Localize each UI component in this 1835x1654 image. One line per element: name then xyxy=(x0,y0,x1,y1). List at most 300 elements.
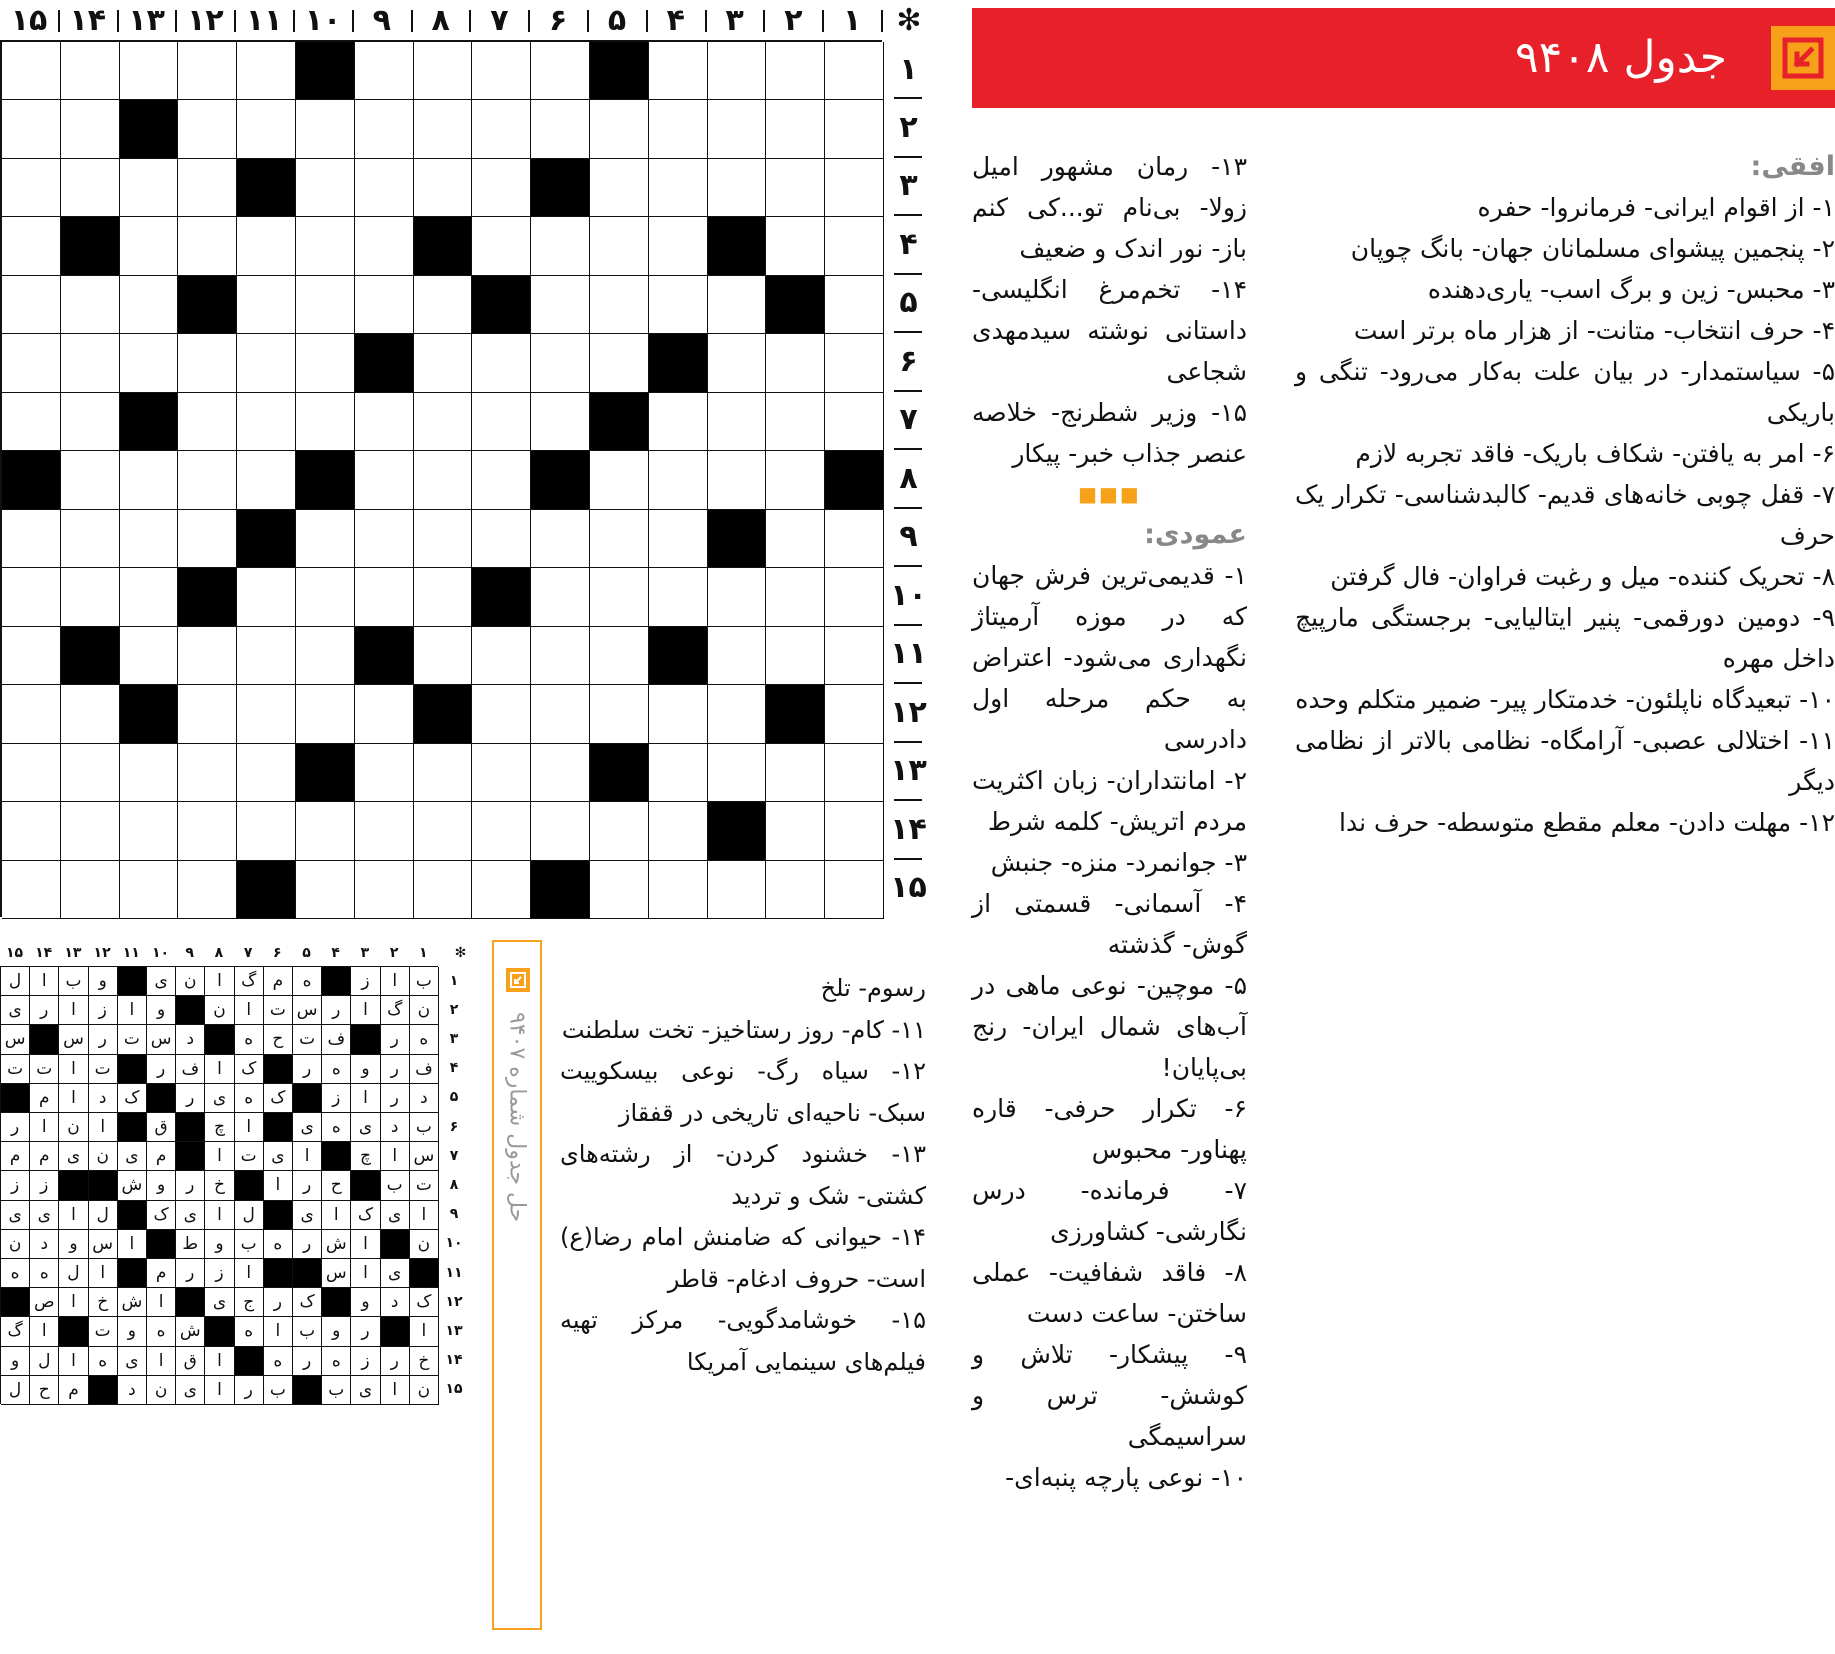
grid-block-cell xyxy=(355,627,414,685)
grid-empty-cell[interactable] xyxy=(120,627,179,685)
grid-empty-cell[interactable] xyxy=(472,393,531,451)
grid-empty-cell[interactable] xyxy=(178,451,237,509)
grid-empty-cell[interactable] xyxy=(296,802,355,860)
grid-empty-cell[interactable] xyxy=(414,42,473,100)
grid-empty-cell[interactable] xyxy=(825,685,884,743)
grid-empty-cell[interactable] xyxy=(120,42,179,100)
grid-empty-cell[interactable] xyxy=(649,744,708,802)
grid-empty-cell[interactable] xyxy=(120,334,179,392)
solution-block-cell xyxy=(235,1171,264,1200)
grid-empty-cell[interactable] xyxy=(766,802,825,860)
grid-empty-cell[interactable] xyxy=(414,802,473,860)
grid-empty-cell[interactable] xyxy=(472,744,531,802)
grid-empty-cell[interactable] xyxy=(708,744,767,802)
solution-letter-cell: ن xyxy=(89,1142,118,1171)
solution-row-numbers xyxy=(438,966,470,1404)
grid-empty-cell[interactable] xyxy=(178,685,237,743)
clue-item: ۱۰- تبعیدگاه ناپلئون- خدمتکار پیر- ضمیر متکلم وحده xyxy=(1295,685,1835,714)
grid-empty-cell[interactable] xyxy=(825,393,884,451)
grid-empty-cell[interactable] xyxy=(649,393,708,451)
solution-letter-cell: س xyxy=(410,1142,439,1171)
solution-block-cell xyxy=(235,1347,264,1376)
solution-letter-cell: ک xyxy=(351,1201,380,1230)
grid-empty-cell[interactable] xyxy=(414,744,473,802)
clue-item: ۱۴- حیوانی که ضامنش امام رضا(ع) است- حروف ادغام- قاطر xyxy=(560,1223,926,1293)
grid-empty-cell[interactable] xyxy=(708,276,767,334)
grid-empty-cell[interactable] xyxy=(2,802,61,860)
grid-empty-cell[interactable] xyxy=(2,861,61,919)
solution-letter-cell: ا xyxy=(351,996,380,1025)
grid-empty-cell[interactable] xyxy=(590,802,649,860)
grid-empty-cell[interactable] xyxy=(414,159,473,217)
solution-column-number: ۱۴ xyxy=(35,945,53,961)
grid-empty-cell[interactable] xyxy=(2,100,61,158)
grid-empty-cell[interactable] xyxy=(178,744,237,802)
solution-letter-cell: م xyxy=(30,1142,59,1171)
grid-empty-cell[interactable] xyxy=(590,217,649,275)
grid-empty-cell[interactable] xyxy=(708,42,767,100)
solution-letter-cell: ا xyxy=(235,1113,264,1142)
solution-grid xyxy=(0,966,438,1404)
grid-empty-cell[interactable] xyxy=(531,568,590,626)
grid-empty-cell[interactable] xyxy=(355,568,414,626)
clue-item: ۱۲- سیاه رگ- نوعی بیسکوییت سبک- ناحیه‌ای تاریخی در قفقاز xyxy=(560,1057,926,1127)
solution-letter-cell: ی xyxy=(205,1288,234,1317)
grid-empty-cell[interactable] xyxy=(120,568,179,626)
grid-block-cell xyxy=(414,217,473,275)
grid-empty-cell[interactable] xyxy=(414,510,473,568)
row-number: ۱۱ xyxy=(890,636,927,672)
grid-empty-cell[interactable] xyxy=(355,744,414,802)
grid-empty-cell[interactable] xyxy=(708,159,767,217)
grid-empty-cell[interactable] xyxy=(649,861,708,919)
grid-empty-cell[interactable] xyxy=(590,627,649,685)
grid-empty-cell[interactable] xyxy=(531,276,590,334)
grid-empty-cell[interactable] xyxy=(590,334,649,392)
column-separator xyxy=(469,10,471,32)
grid-empty-cell[interactable] xyxy=(766,334,825,392)
grid-empty-cell[interactable] xyxy=(531,685,590,743)
grid-empty-cell[interactable] xyxy=(531,100,590,158)
grid-block-cell xyxy=(296,451,355,509)
grid-empty-cell[interactable] xyxy=(825,627,884,685)
grid-empty-cell[interactable] xyxy=(296,276,355,334)
solution-block-cell xyxy=(264,1113,293,1142)
grid-empty-cell[interactable] xyxy=(708,568,767,626)
grid-empty-cell[interactable] xyxy=(649,42,708,100)
grid-empty-cell[interactable] xyxy=(178,802,237,860)
grid-empty-cell[interactable] xyxy=(120,451,179,509)
solution-letter-cell: و xyxy=(118,1317,147,1346)
grid-empty-cell[interactable] xyxy=(825,159,884,217)
grid-empty-cell[interactable] xyxy=(355,217,414,275)
grid-empty-cell[interactable] xyxy=(178,861,237,919)
solution-letter-cell: ا xyxy=(351,1230,380,1259)
solution-letter-cell: ک xyxy=(147,1201,176,1230)
grid-empty-cell[interactable] xyxy=(708,334,767,392)
section-divider-dots: ■■■ xyxy=(1078,482,1141,506)
grid-empty-cell[interactable] xyxy=(708,685,767,743)
grid-empty-cell[interactable] xyxy=(178,393,237,451)
solution-letter-cell: ی xyxy=(351,1376,380,1405)
grid-empty-cell[interactable] xyxy=(531,217,590,275)
solution-letter-cell: ر xyxy=(322,996,351,1025)
grid-empty-cell[interactable] xyxy=(237,42,296,100)
grid-empty-cell[interactable] xyxy=(472,685,531,743)
solution-letter-cell: ا xyxy=(30,1113,59,1142)
grid-empty-cell[interactable] xyxy=(590,510,649,568)
solution-letter-cell: ط xyxy=(176,1230,205,1259)
solution-letter-cell: ت xyxy=(89,1317,118,1346)
grid-empty-cell[interactable] xyxy=(178,159,237,217)
solution-letter-cell: ا xyxy=(59,996,88,1025)
grid-empty-cell[interactable] xyxy=(708,451,767,509)
grid-empty-cell[interactable] xyxy=(531,627,590,685)
grid-empty-cell[interactable] xyxy=(355,510,414,568)
column-separator xyxy=(234,10,236,32)
grid-empty-cell[interactable] xyxy=(120,276,179,334)
grid-empty-cell[interactable] xyxy=(355,159,414,217)
grid-empty-cell[interactable] xyxy=(414,100,473,158)
solution-letter-cell: ا xyxy=(322,1201,351,1230)
solution-block-cell xyxy=(118,1259,147,1288)
solution-label: حل جدول شماره ۹۴۰۷ xyxy=(504,1012,530,1223)
grid-empty-cell[interactable] xyxy=(708,861,767,919)
solution-letter-cell: ق xyxy=(176,1347,205,1376)
grid-empty-cell[interactable] xyxy=(120,861,179,919)
grid-empty-cell[interactable] xyxy=(296,568,355,626)
grid-empty-cell[interactable] xyxy=(355,42,414,100)
grid-empty-cell[interactable] xyxy=(531,334,590,392)
solution-label-box xyxy=(492,940,542,1630)
solution-letter-cell: ز xyxy=(351,967,380,996)
solution-row-number: ۱۱ xyxy=(445,1264,463,1281)
grid-empty-cell[interactable] xyxy=(472,334,531,392)
grid-empty-cell[interactable] xyxy=(120,802,179,860)
grid-empty-cell[interactable] xyxy=(61,100,120,158)
solution-letter-cell: س xyxy=(1,1025,30,1054)
column-number: ۶ xyxy=(549,2,568,38)
solution-letter-cell: ل xyxy=(59,1259,88,1288)
grid-empty-cell[interactable] xyxy=(120,510,179,568)
solution-block-cell xyxy=(351,1025,380,1054)
solution-column-number: ۱۲ xyxy=(93,945,111,961)
solution-row-number: ۴ xyxy=(449,1060,459,1077)
solution-letter-cell: ا xyxy=(235,1259,264,1288)
grid-empty-cell[interactable] xyxy=(766,393,825,451)
grid-empty-cell[interactable] xyxy=(61,744,120,802)
grid-empty-cell[interactable] xyxy=(2,685,61,743)
solution-letter-cell: ن xyxy=(205,996,234,1025)
grid-empty-cell[interactable] xyxy=(825,42,884,100)
grid-empty-cell[interactable] xyxy=(355,276,414,334)
grid-empty-cell[interactable] xyxy=(237,568,296,626)
grid-empty-cell[interactable] xyxy=(708,627,767,685)
grid-empty-cell[interactable] xyxy=(2,42,61,100)
solution-letter-cell: د xyxy=(30,1230,59,1259)
grid-empty-cell[interactable] xyxy=(178,334,237,392)
solution-letter-cell: چ xyxy=(351,1142,380,1171)
grid-empty-cell[interactable] xyxy=(355,393,414,451)
grid-empty-cell[interactable] xyxy=(2,568,61,626)
solution-column-number: ۲ xyxy=(389,945,399,961)
grid-block-cell xyxy=(708,802,767,860)
grid-empty-cell[interactable] xyxy=(766,100,825,158)
grid-empty-cell[interactable] xyxy=(237,451,296,509)
column-number: ۱۵ xyxy=(10,2,48,38)
grid-empty-cell[interactable] xyxy=(825,100,884,158)
solution-letter-cell: ت xyxy=(89,1055,118,1084)
grid-empty-cell[interactable] xyxy=(531,802,590,860)
solution-letter-cell: ا xyxy=(381,1142,410,1171)
grid-empty-cell[interactable] xyxy=(296,510,355,568)
grid-empty-cell[interactable] xyxy=(414,627,473,685)
grid-empty-cell[interactable] xyxy=(178,217,237,275)
grid-empty-cell[interactable] xyxy=(825,334,884,392)
row-number: ۵ xyxy=(899,285,918,321)
title-banner xyxy=(972,8,1835,108)
grid-empty-cell[interactable] xyxy=(472,451,531,509)
grid-empty-cell[interactable] xyxy=(61,393,120,451)
grid-empty-cell[interactable] xyxy=(296,334,355,392)
grid-empty-cell[interactable] xyxy=(61,451,120,509)
solution-letter-cell: ت xyxy=(235,1142,264,1171)
grid-empty-cell[interactable] xyxy=(766,744,825,802)
grid-empty-cell[interactable] xyxy=(414,334,473,392)
grid-empty-cell[interactable] xyxy=(472,510,531,568)
grid-empty-cell[interactable] xyxy=(61,334,120,392)
grid-empty-cell[interactable] xyxy=(649,510,708,568)
grid-empty-cell[interactable] xyxy=(590,100,649,158)
solution-letter-cell: خ xyxy=(410,1347,439,1376)
clue-item: ۱۱- کام- روز رستاخیز- تخت سلطنت xyxy=(561,1015,926,1044)
grid-empty-cell[interactable] xyxy=(825,510,884,568)
column-separator xyxy=(822,10,824,32)
solution-row-number: ۱۳ xyxy=(445,1322,463,1339)
grid-empty-cell[interactable] xyxy=(296,159,355,217)
grid-empty-cell[interactable] xyxy=(237,627,296,685)
grid-empty-cell[interactable] xyxy=(237,744,296,802)
solution-letter-cell: ب xyxy=(381,1171,410,1200)
solution-block-cell xyxy=(293,1259,322,1288)
grid-empty-cell[interactable] xyxy=(590,159,649,217)
grid-empty-cell[interactable] xyxy=(178,100,237,158)
grid-empty-cell[interactable] xyxy=(2,627,61,685)
clue-item: ۷- فرمانده- درس نگارشی- کشاورزی xyxy=(972,1176,1247,1246)
solution-letter-cell: ا xyxy=(59,1055,88,1084)
column-separator xyxy=(646,10,648,32)
grid-empty-cell[interactable] xyxy=(531,42,590,100)
grid-empty-cell[interactable] xyxy=(590,451,649,509)
grid-empty-cell[interactable] xyxy=(61,159,120,217)
grid-empty-cell[interactable] xyxy=(766,217,825,275)
grid-empty-cell[interactable] xyxy=(766,451,825,509)
grid-empty-cell[interactable] xyxy=(61,861,120,919)
grid-empty-cell[interactable] xyxy=(531,393,590,451)
grid-empty-cell[interactable] xyxy=(61,510,120,568)
grid-empty-cell[interactable] xyxy=(590,685,649,743)
grid-empty-cell[interactable] xyxy=(61,42,120,100)
row-number: ۱۰ xyxy=(890,577,927,613)
solution-letter-cell: م xyxy=(1,1142,30,1171)
grid-empty-cell[interactable] xyxy=(766,861,825,919)
grid-empty-cell[interactable] xyxy=(237,276,296,334)
grid-empty-cell[interactable] xyxy=(120,159,179,217)
grid-empty-cell[interactable] xyxy=(766,159,825,217)
solution-row-number: ۳ xyxy=(449,1030,459,1047)
grid-empty-cell[interactable] xyxy=(825,276,884,334)
solution-letter-cell: ا xyxy=(205,967,234,996)
solution-letter-cell: ا xyxy=(264,1171,293,1200)
grid-empty-cell[interactable] xyxy=(237,393,296,451)
grid-empty-cell[interactable] xyxy=(649,451,708,509)
solution-letter-cell: ن xyxy=(176,967,205,996)
grid-empty-cell[interactable] xyxy=(61,276,120,334)
grid-empty-cell[interactable] xyxy=(825,568,884,626)
solution-letter-cell: ه xyxy=(235,1084,264,1113)
grid-empty-cell[interactable] xyxy=(355,802,414,860)
grid-empty-cell[interactable] xyxy=(825,744,884,802)
row-number: ۷ xyxy=(899,402,918,438)
grid-empty-cell[interactable] xyxy=(296,627,355,685)
grid-empty-cell[interactable] xyxy=(120,744,179,802)
grid-empty-cell[interactable] xyxy=(649,276,708,334)
solution-letter-cell: ا xyxy=(59,1288,88,1317)
grid-empty-cell[interactable] xyxy=(355,100,414,158)
grid-empty-cell[interactable] xyxy=(472,42,531,100)
solution-letter-cell: ن xyxy=(147,1376,176,1405)
grid-empty-cell[interactable] xyxy=(649,568,708,626)
grid-empty-cell[interactable] xyxy=(649,802,708,860)
solution-letter-cell: ل xyxy=(235,1201,264,1230)
grid-empty-cell[interactable] xyxy=(531,510,590,568)
grid-empty-cell[interactable] xyxy=(355,451,414,509)
grid-empty-cell[interactable] xyxy=(2,217,61,275)
grid-empty-cell[interactable] xyxy=(766,568,825,626)
grid-empty-cell[interactable] xyxy=(296,100,355,158)
solution-letter-cell: گ xyxy=(235,967,264,996)
solution-row-number: ۱۰ xyxy=(445,1235,463,1252)
grid-empty-cell[interactable] xyxy=(708,393,767,451)
grid-empty-cell[interactable] xyxy=(825,861,884,919)
grid-empty-cell[interactable] xyxy=(472,802,531,860)
grid-empty-cell[interactable] xyxy=(61,685,120,743)
grid-empty-cell[interactable] xyxy=(2,334,61,392)
solution-letter-cell: ک xyxy=(118,1084,147,1113)
grid-empty-cell[interactable] xyxy=(61,568,120,626)
grid-empty-cell[interactable] xyxy=(414,393,473,451)
grid-block-cell xyxy=(178,276,237,334)
grid-empty-cell[interactable] xyxy=(590,568,649,626)
grid-empty-cell[interactable] xyxy=(649,159,708,217)
grid-empty-cell[interactable] xyxy=(472,861,531,919)
grid-empty-cell[interactable] xyxy=(649,217,708,275)
grid-empty-cell[interactable] xyxy=(590,276,649,334)
grid-empty-cell[interactable] xyxy=(766,42,825,100)
grid-empty-cell[interactable] xyxy=(178,42,237,100)
solution-letter-cell: ب xyxy=(59,967,88,996)
grid-empty-cell[interactable] xyxy=(766,510,825,568)
solution-letter-cell: ر xyxy=(30,996,59,1025)
grid-empty-cell[interactable] xyxy=(2,510,61,568)
clue-item: ۲- امانتداران- زبان اکثریت مردم اتریش- کلمه شرط xyxy=(972,766,1247,836)
grid-empty-cell[interactable] xyxy=(531,744,590,802)
grid-empty-cell[interactable] xyxy=(472,627,531,685)
solution-letter-cell: ب xyxy=(410,967,439,996)
column-separator xyxy=(58,10,60,32)
grid-empty-cell[interactable] xyxy=(414,861,473,919)
grid-empty-cell[interactable] xyxy=(414,276,473,334)
solution-letter-cell: ه xyxy=(30,1259,59,1288)
solution-letter-cell: و xyxy=(147,996,176,1025)
grid-empty-cell[interactable] xyxy=(237,217,296,275)
grid-empty-cell[interactable] xyxy=(2,276,61,334)
solution-letter-cell: ر xyxy=(381,1025,410,1054)
solution-letter-cell: ح xyxy=(30,1376,59,1405)
grid-empty-cell[interactable] xyxy=(766,627,825,685)
grid-empty-cell[interactable] xyxy=(237,685,296,743)
solution-letter-cell: د xyxy=(89,1084,118,1113)
grid-empty-cell[interactable] xyxy=(2,393,61,451)
grid-empty-cell[interactable] xyxy=(649,685,708,743)
grid-empty-cell[interactable] xyxy=(61,802,120,860)
clue-item: ۱۲- مهلت دادن- معلم مقطع متوسطه- حرف ندا xyxy=(1339,808,1835,837)
grid-empty-cell[interactable] xyxy=(2,744,61,802)
solution-letter-cell: ب xyxy=(264,1376,293,1405)
solution-letter-cell: ه xyxy=(264,1347,293,1376)
solution-letter-cell: د xyxy=(381,1113,410,1142)
grid-empty-cell[interactable] xyxy=(649,100,708,158)
grid-empty-cell[interactable] xyxy=(472,217,531,275)
grid-empty-cell[interactable] xyxy=(414,568,473,626)
solution-letter-cell: ب xyxy=(322,1376,351,1405)
grid-block-cell xyxy=(414,685,473,743)
solution-letter-cell: ا xyxy=(89,1259,118,1288)
grid-empty-cell[interactable] xyxy=(414,451,473,509)
grid-empty-cell[interactable] xyxy=(590,861,649,919)
solution-row-number: ۷ xyxy=(449,1147,459,1164)
grid-empty-cell[interactable] xyxy=(825,802,884,860)
grid-empty-cell[interactable] xyxy=(296,861,355,919)
solution-letter-cell: ا xyxy=(410,1201,439,1230)
grid-empty-cell[interactable] xyxy=(355,861,414,919)
grid-empty-cell[interactable] xyxy=(296,393,355,451)
solution-letter-cell: ت xyxy=(264,996,293,1025)
solution-letter-cell: د xyxy=(410,1084,439,1113)
grid-empty-cell[interactable] xyxy=(237,802,296,860)
grid-empty-cell[interactable] xyxy=(120,217,179,275)
grid-empty-cell[interactable] xyxy=(708,100,767,158)
solution-letter-cell: ص xyxy=(30,1288,59,1317)
grid-empty-cell[interactable] xyxy=(355,685,414,743)
grid-empty-cell[interactable] xyxy=(825,217,884,275)
clue-item: ۴- حرف انتخاب- متانت- از هزار ماه برتر است xyxy=(1353,316,1835,345)
grid-empty-cell[interactable] xyxy=(296,685,355,743)
grid-empty-cell[interactable] xyxy=(2,159,61,217)
solution-letter-cell: ر xyxy=(147,1055,176,1084)
grid-empty-cell[interactable] xyxy=(472,100,531,158)
solution-letter-cell: ا xyxy=(118,1230,147,1259)
solution-letter-cell: م xyxy=(30,1084,59,1113)
grid-empty-cell[interactable] xyxy=(472,159,531,217)
grid-empty-cell[interactable] xyxy=(178,510,237,568)
grid-empty-cell[interactable] xyxy=(178,627,237,685)
grid-block-cell xyxy=(237,159,296,217)
solution-block-cell xyxy=(264,1259,293,1288)
grid-empty-cell[interactable] xyxy=(237,334,296,392)
grid-empty-cell[interactable] xyxy=(237,100,296,158)
grid-empty-cell[interactable] xyxy=(296,217,355,275)
